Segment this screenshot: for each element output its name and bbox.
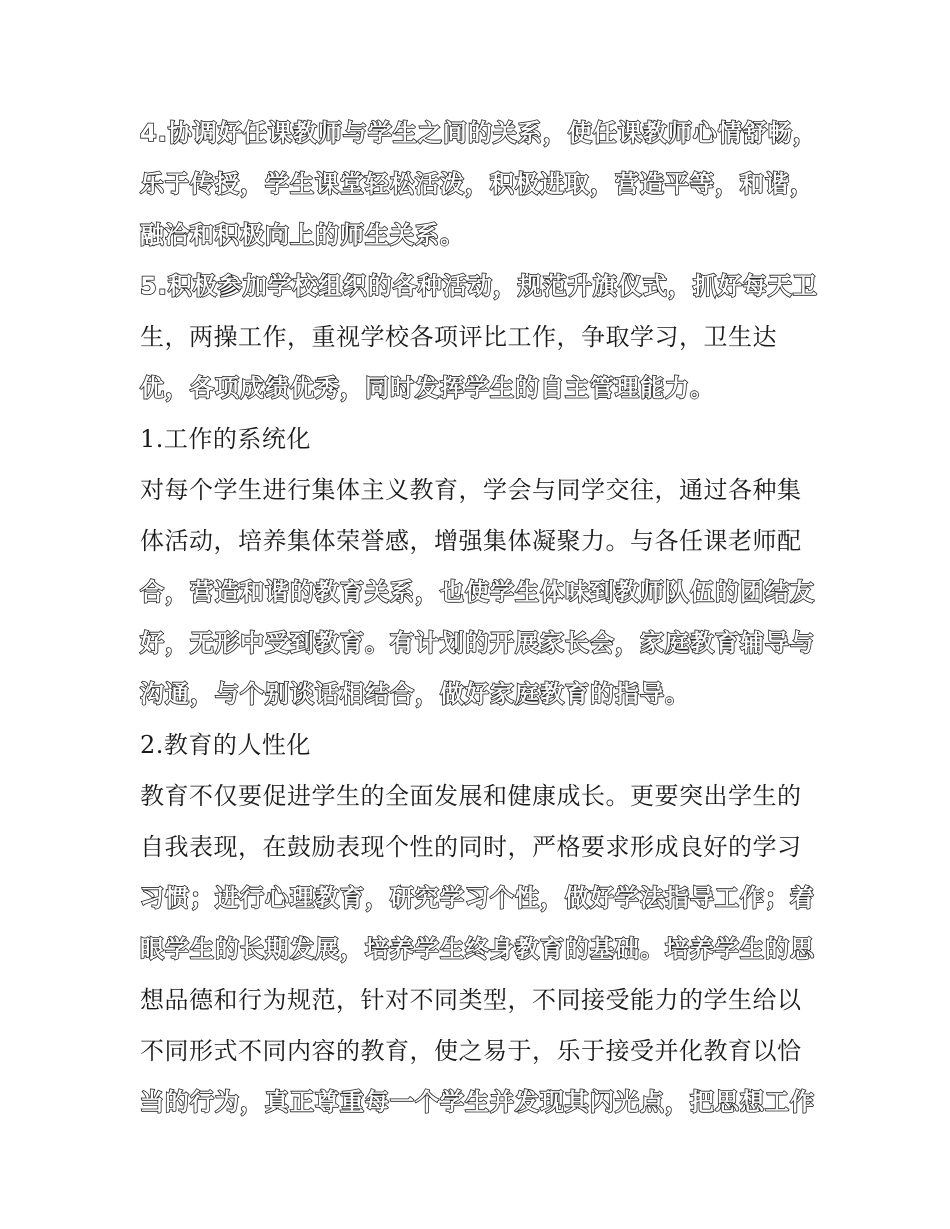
- text-line: 眼学生的长期发展，培养学生终身教育的基础。培养学生的思: [140, 935, 815, 963]
- section-heading: 1.工作的系统化: [140, 425, 311, 453]
- text-line: 对每个学生进行集体主义教育，学会与同学交往，通过各种集: [140, 476, 802, 504]
- text-line: 生，两操工作，重视学校各项评比工作，争取学习，卫生达: [140, 323, 777, 351]
- section-heading: 2.教育的人性化: [140, 731, 311, 759]
- text-line: 好，无形中受到教育。有计划的开展家长会，家庭教育辅导与: [140, 629, 815, 657]
- text-line: 合，营造和谐的教育关系，也使学生体味到教师队伍的团结友: [140, 578, 815, 606]
- text-line: 不同形式不同内容的教育，使之易于，乐于接受并化教育以恰: [140, 1037, 802, 1065]
- text-line: 自我表现，在鼓励表现个性的同时，严格要求形成良好的学习: [140, 833, 802, 861]
- text-line: 习惯；进行心理教育，研究学习个性，做好学法指导工作；着: [140, 884, 815, 912]
- text-line: 4.协调好任课教师与学生之间的关系，使任课教师心情舒畅，: [140, 119, 818, 147]
- document-page: [140, 108, 820, 1128]
- text-line: 当的行为，真正尊重每一个学生并发现其闪光点，把思想工作: [140, 1088, 815, 1116]
- text-line: 想品德和行为规范，针对不同类型，不同接受能力的学生给以: [140, 986, 802, 1014]
- text-line: 体活动，培养集体荣誉感，增强集体凝聚力。与各任课老师配: [140, 527, 802, 555]
- text-line: 优，各项成绩优秀，同时发挥学生的自主管理能力。: [140, 374, 715, 402]
- text-line: 5.积极参加学校组织的各种活动，规范升旗仪式，抓好每天卫: [140, 272, 818, 300]
- text-line: 乐于传授，学生课堂轻松活泼，积极进取，营造平等，和谐，: [140, 170, 815, 198]
- text-line: 沟通，与个别谈话相结合，做好家庭教育的指导。: [140, 680, 690, 708]
- text-line: 融洽和积极向上的师生关系。: [140, 221, 465, 249]
- text-line: 教育不仅要促进学生的全面发展和健康成长。更要突出学生的: [140, 782, 802, 810]
